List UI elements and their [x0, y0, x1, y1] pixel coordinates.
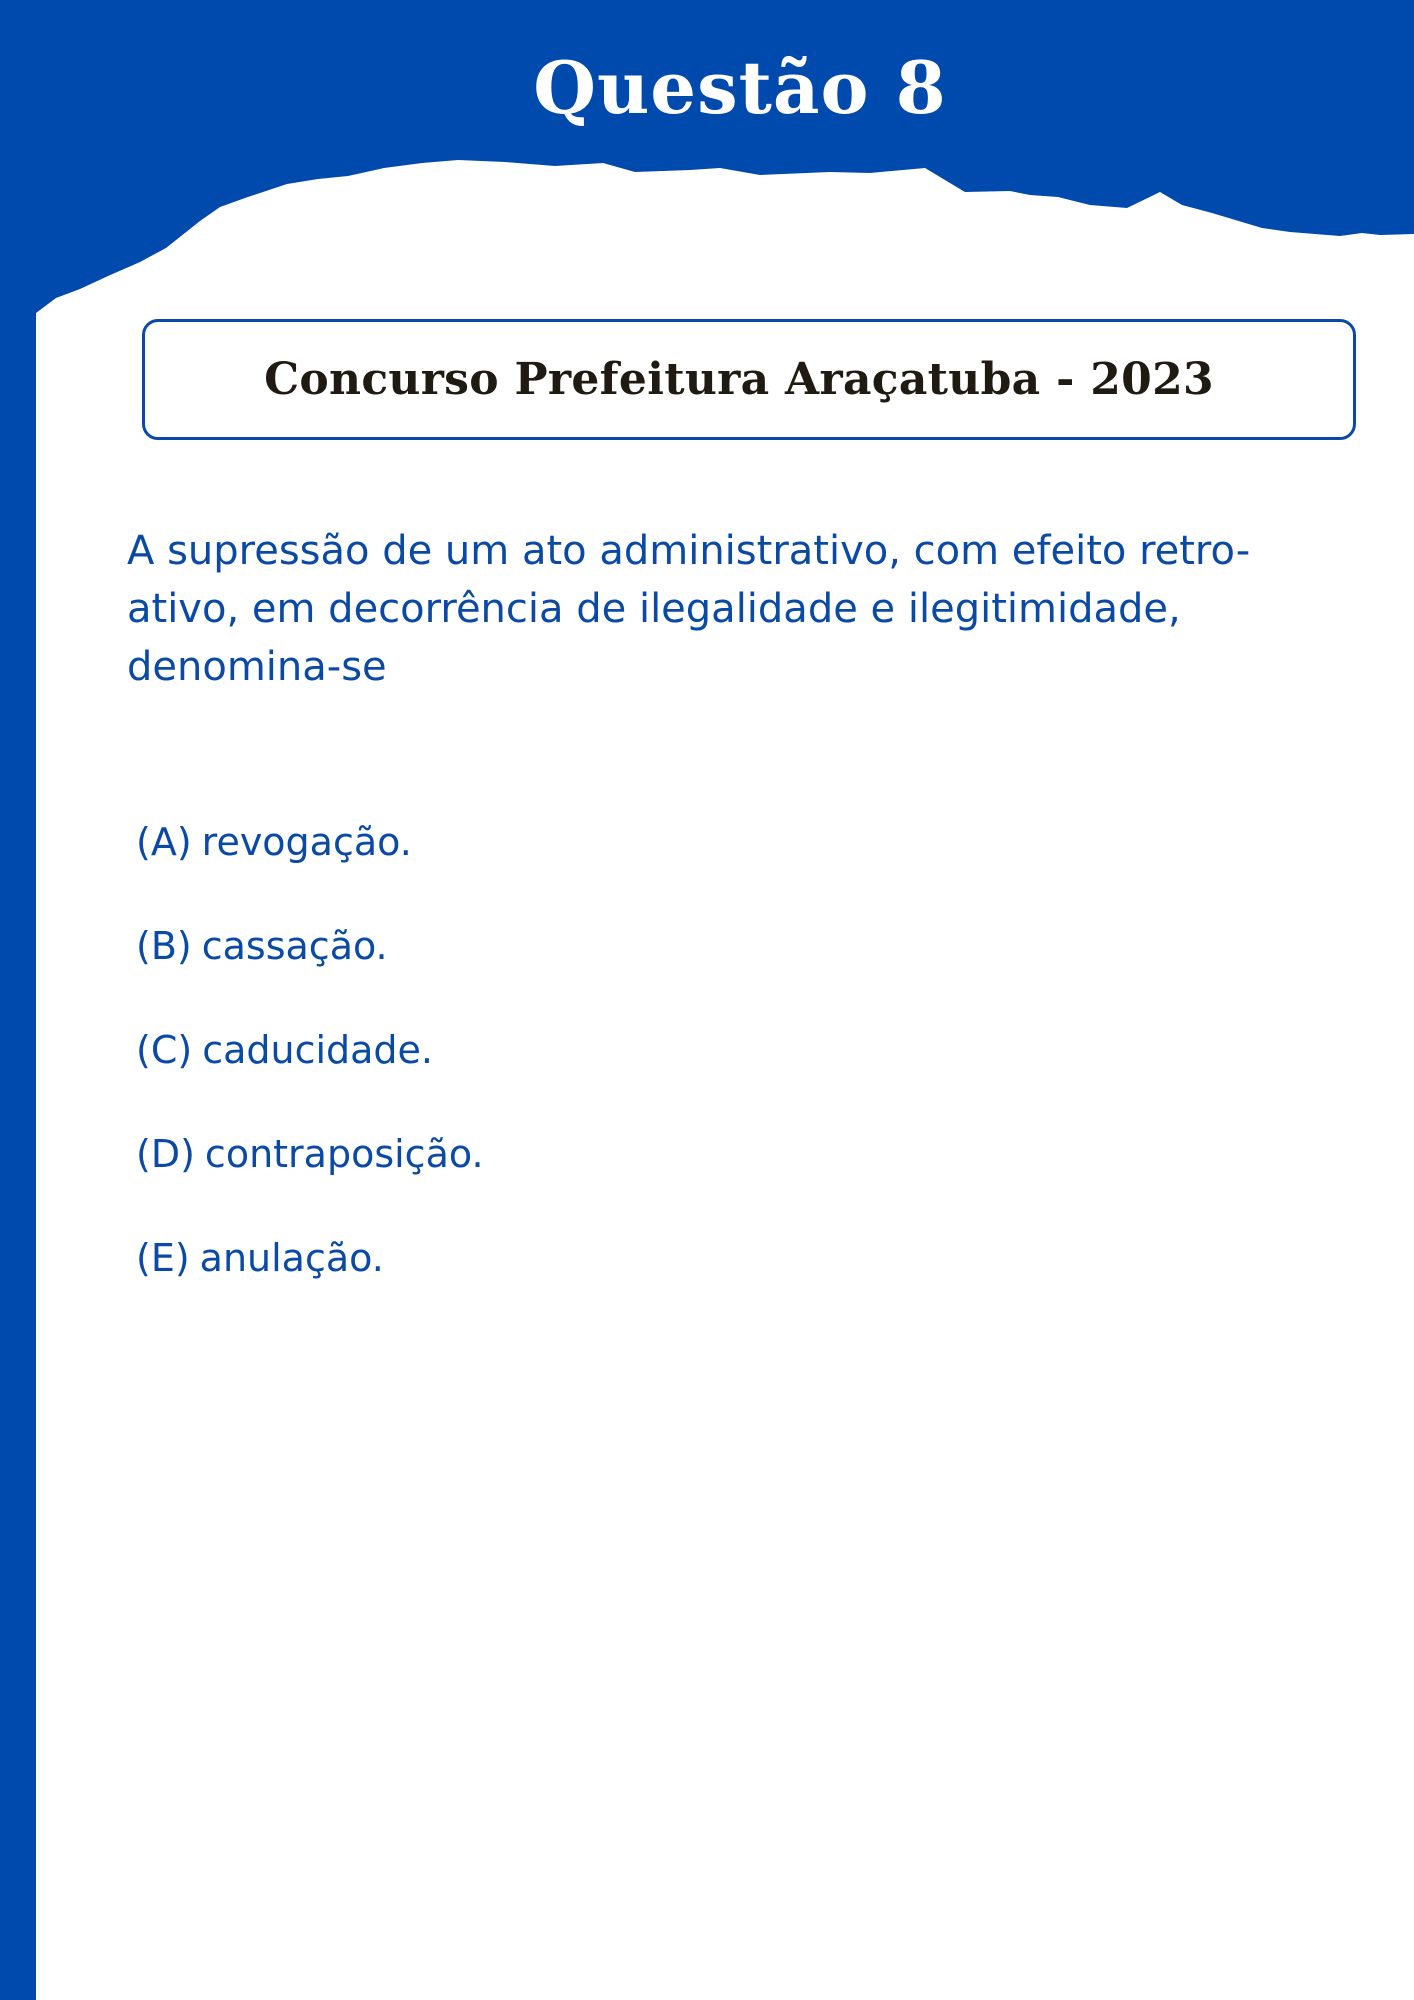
option-text: contraposição.: [204, 1132, 484, 1176]
answer-option-d[interactable]: [136, 1102, 484, 1206]
option-text: cassação.: [201, 924, 388, 968]
answer-options-list: [136, 790, 484, 1310]
option-letter: (A): [136, 820, 192, 864]
option-text: anulação.: [199, 1236, 384, 1280]
question-line: A supressão de um ato administrativo, com efeito retro-: [127, 528, 1251, 574]
option-text: caducidade.: [202, 1028, 434, 1072]
option-letter: (D): [136, 1132, 195, 1176]
contest-label: Concurso Prefeitura Araçatuba - 2023: [264, 354, 1214, 405]
option-letter: (E): [136, 1236, 190, 1280]
option-letter: (B): [136, 924, 192, 968]
question-text: [127, 522, 1327, 696]
option-letter: (C): [136, 1028, 193, 1072]
answer-option-e[interactable]: [136, 1206, 484, 1310]
page-title: Questão 8: [533, 45, 947, 130]
answer-option-b[interactable]: [136, 894, 484, 998]
contest-info-box: [142, 319, 1356, 440]
option-text: revogação.: [201, 820, 412, 864]
answer-option-c[interactable]: [136, 998, 484, 1102]
question-line: denomina-se: [127, 644, 387, 690]
answer-option-a[interactable]: [136, 790, 484, 894]
question-line: ativo, em decorrência de ilegalidade e ilegitimidade,: [127, 586, 1181, 632]
